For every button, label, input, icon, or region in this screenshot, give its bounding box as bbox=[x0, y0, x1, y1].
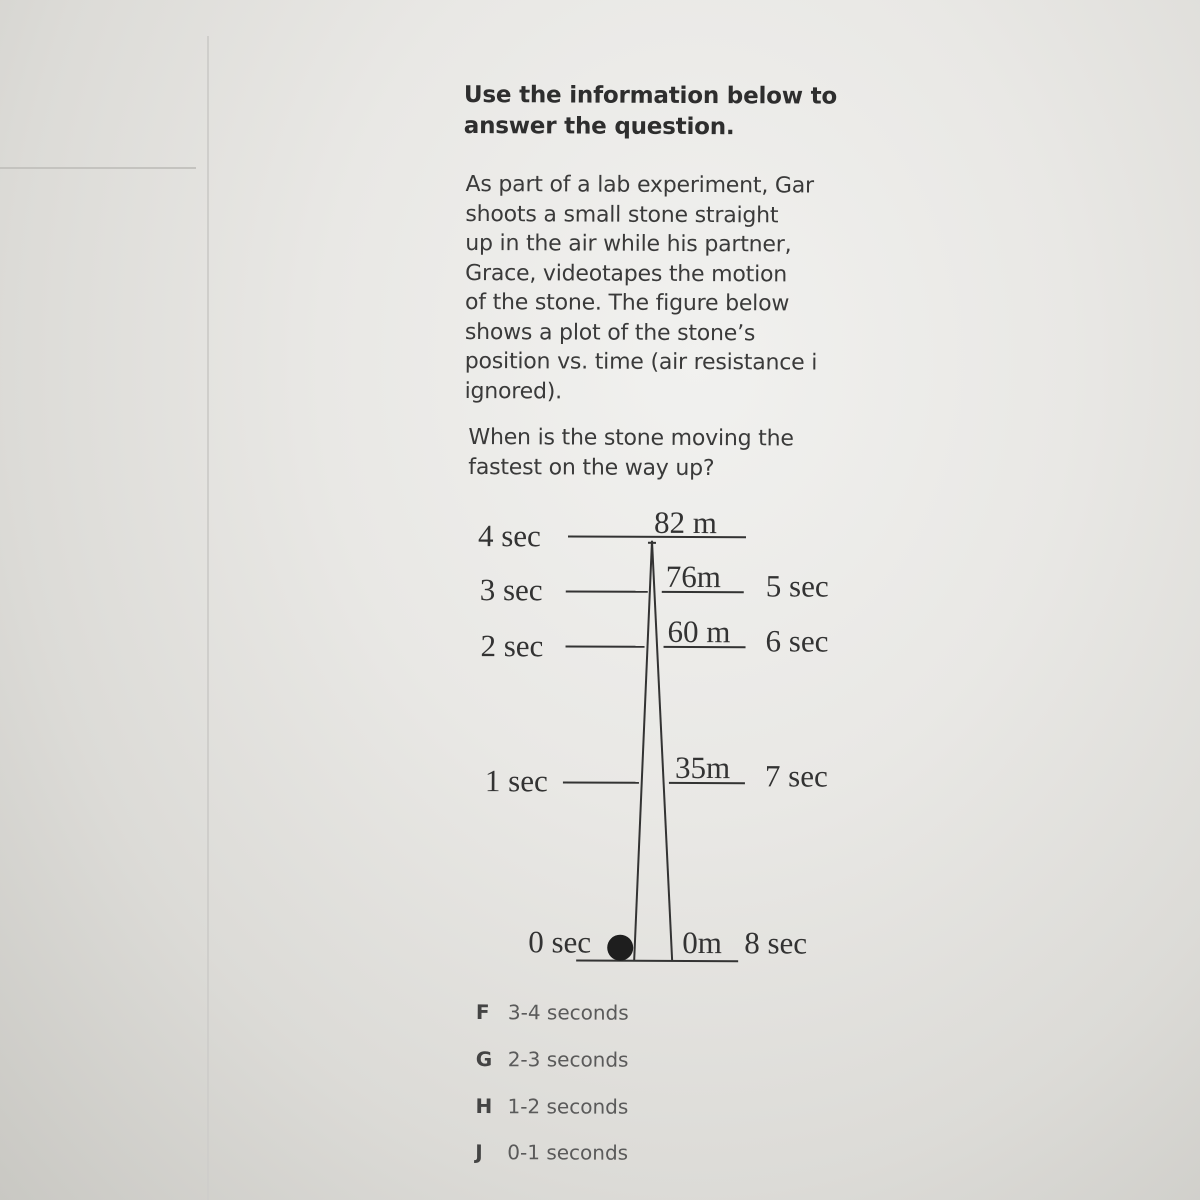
question-card bbox=[459, 80, 874, 1182]
down-time-label: 6 sec bbox=[765, 623, 829, 659]
choice-text: 1-2 seconds bbox=[507, 1094, 629, 1119]
path-column-left bbox=[634, 541, 652, 961]
choice-text: 3-4 seconds bbox=[507, 1000, 629, 1025]
height-label: 76m bbox=[665, 558, 722, 595]
question-line: When is the stone moving the bbox=[468, 425, 794, 452]
height-label: 60 m bbox=[667, 613, 731, 650]
passage-line: Grace, videotapes the motion bbox=[465, 260, 788, 287]
answer-choice-f[interactable] bbox=[476, 1000, 629, 1025]
path-column-right bbox=[650, 541, 674, 961]
instruction-line: Use the information below to bbox=[463, 81, 838, 110]
choice-letter: F bbox=[475, 1000, 490, 1025]
height-label: 82 m bbox=[653, 504, 718, 541]
passage-line: ignored). bbox=[464, 378, 563, 404]
answer-choice-j[interactable] bbox=[475, 1140, 628, 1165]
height-label: 35m bbox=[674, 749, 731, 786]
answer-choice-g[interactable] bbox=[476, 1047, 629, 1072]
up-time-label: 3 sec bbox=[479, 572, 543, 608]
answer-choices bbox=[475, 1000, 776, 1165]
ground-line bbox=[576, 960, 738, 961]
choice-letter: G bbox=[475, 1047, 493, 1072]
passage-line: up in the air while his partner, bbox=[465, 231, 792, 258]
down-time-label: 8 sec bbox=[744, 925, 808, 961]
up-time-label: 2 sec bbox=[480, 628, 544, 664]
down-time-label: 7 sec bbox=[764, 758, 828, 794]
left-panel-divider bbox=[0, 167, 196, 169]
passage-line: As part of a lab experiment, Gar bbox=[465, 172, 814, 199]
answer-choice-h[interactable] bbox=[475, 1094, 628, 1119]
instruction-line: answer the question. bbox=[463, 112, 735, 141]
passage-line: shoots a small stone straight bbox=[465, 201, 779, 228]
passage-line: shows a plot of the stone’s bbox=[464, 319, 756, 346]
down-time-label: 5 sec bbox=[765, 568, 829, 604]
choice-letter: J bbox=[475, 1140, 483, 1165]
choice-letter: H bbox=[475, 1094, 493, 1119]
choice-text: 2-3 seconds bbox=[507, 1047, 629, 1072]
up-time-label: 0 sec bbox=[528, 924, 592, 960]
page-margin-line bbox=[207, 36, 209, 1200]
passage-line: of the stone. The figure below bbox=[464, 290, 790, 317]
stone-position-figure bbox=[460, 80, 874, 982]
up-time-label: 4 sec bbox=[477, 518, 541, 554]
choice-text: 0-1 seconds bbox=[507, 1140, 629, 1165]
height-label: 0m bbox=[682, 924, 722, 961]
stone-marker bbox=[607, 935, 633, 961]
question-line: fastest on the way up? bbox=[468, 454, 715, 481]
passage-line: position vs. time (air resistance i bbox=[464, 349, 818, 376]
up-time-label: 1 sec bbox=[484, 763, 548, 799]
